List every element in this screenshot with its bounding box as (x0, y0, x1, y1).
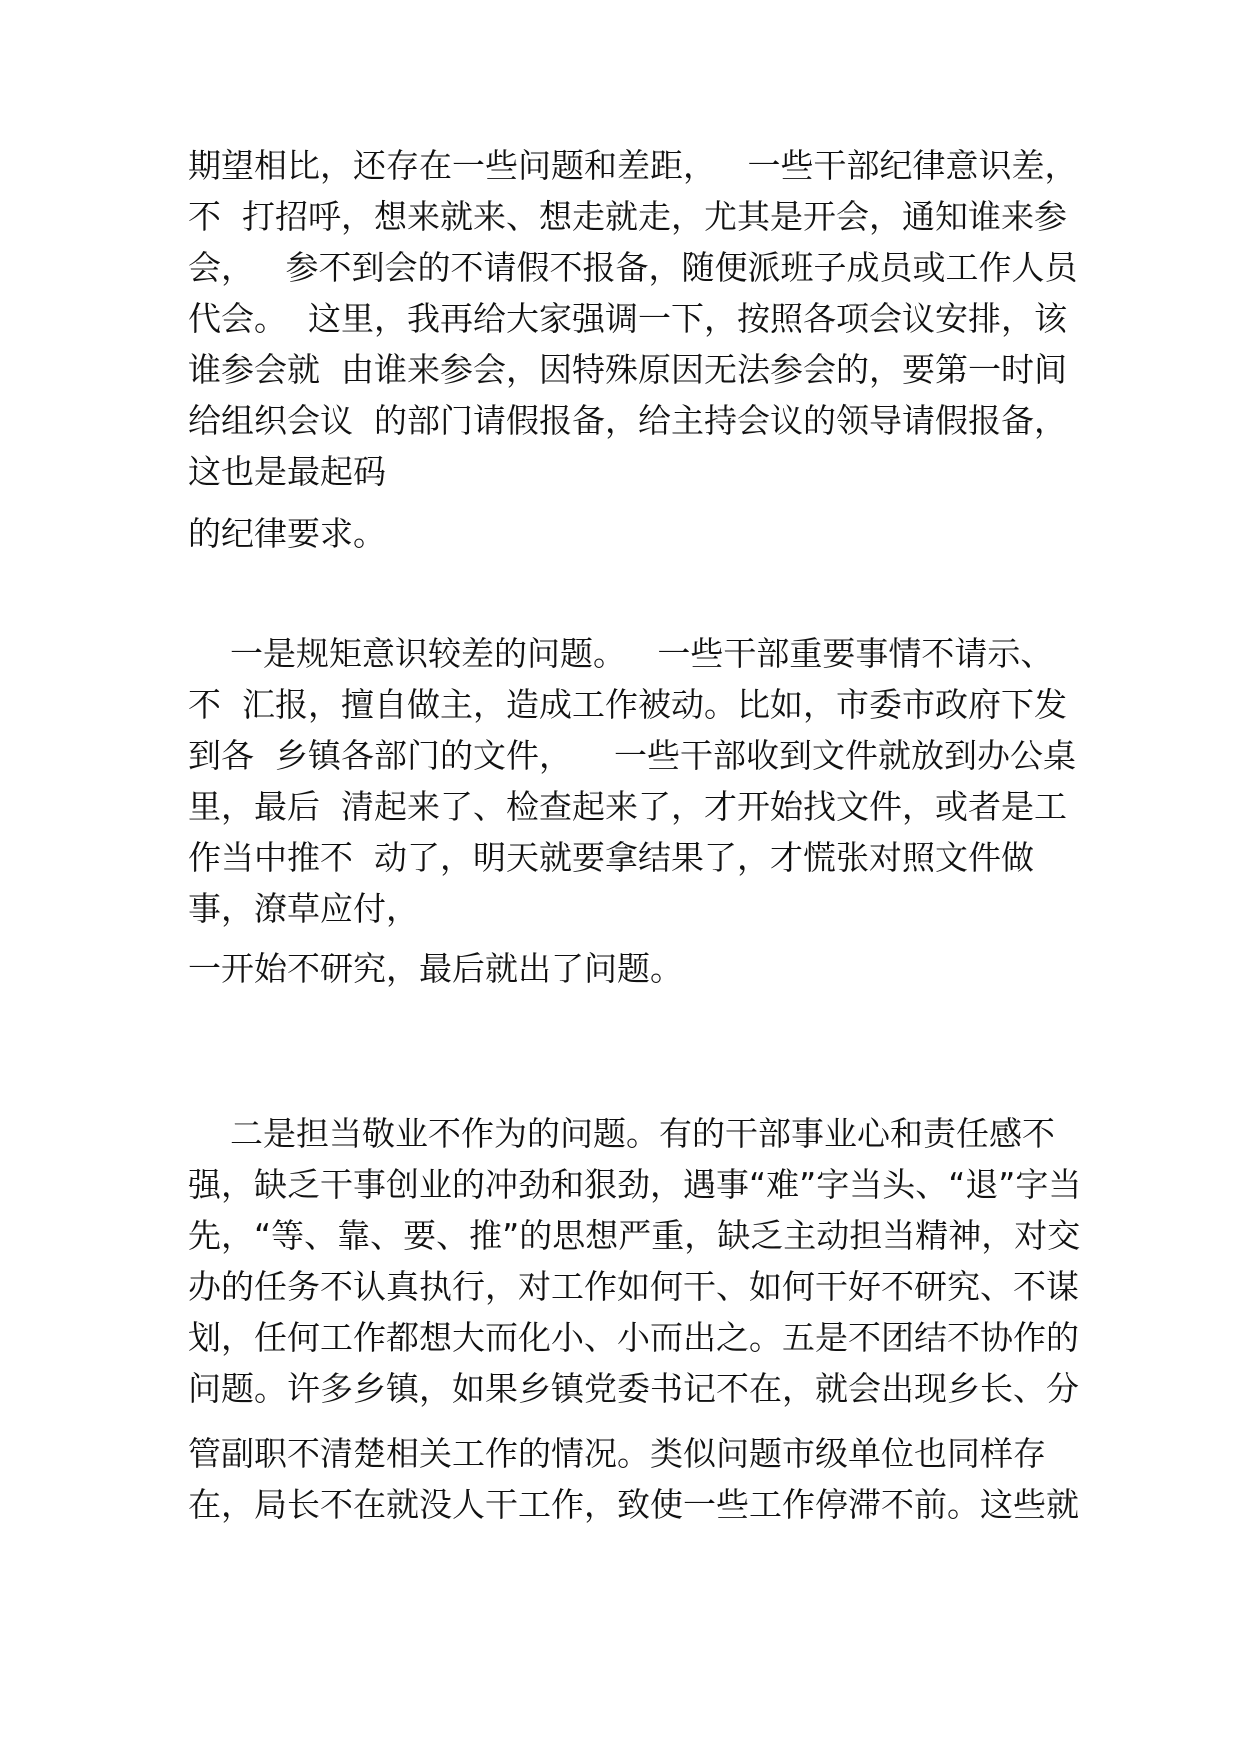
text-line: 划，任何工作都想大而化小、小而出之。五是不团结不协作的 (188, 1318, 1079, 1357)
text-line: 事，潦草应付， (188, 889, 419, 928)
text-line: 办的任务不认真执行，对工作如何干、如何干好不研究、不谋 (188, 1267, 1079, 1306)
text-line: 代会。 这里，我再给大家强调一下，按照各项会议安排，该 (188, 299, 1067, 338)
paragraph-start-line: 一是规矩意识较差的问题。 一些干部重要事情不请示、 (188, 634, 1054, 673)
text-line: 里，最后 清起来了、检查起来了，才开始找文件，或者是工 (188, 787, 1067, 826)
text-line: 强，缺乏干事创业的冲劲和狠劲，遇事“难”字当头、“退”字当 (188, 1165, 1082, 1204)
paragraph-start-line: 二是担当敬业不作为的问题。有的干部事业心和责任感不 (188, 1114, 1055, 1153)
text-line: 作当中推不 动了，明天就要拿结果了，才慌张对照文件做 (188, 838, 1034, 877)
text-line: 问题。许多乡镇，如果乡镇党委书记不在，就会出现乡长、分 (188, 1369, 1079, 1408)
text-line: 管副职不清楚相关工作的情况。类似问题市级单位也同样存 (188, 1434, 1046, 1473)
text-line: 不 打招呼，想来就来、想走就走，尤其是开会，通知谁来参 (188, 197, 1067, 236)
text-line: 会， 参不到会的不请假不报备，随便派班子成员或工作人员 (188, 248, 1078, 287)
text-line: 在，局长不在就没人干工作，致使一些工作停滞不前。这些就 (188, 1485, 1079, 1524)
text-line: 的纪律要求。 (188, 514, 386, 553)
text-line: 这也是最起码 (188, 452, 386, 491)
text-line: 期望相比，还存在一些问题和差距， 一些干部纪律意识差， (188, 146, 1078, 185)
text-line: 到各 乡镇各部门的文件， 一些干部收到文件就放到办公桌 (188, 736, 1076, 775)
text-line: 一开始不研究，最后就出了问题。 (188, 949, 683, 988)
text-line: 给组织会议 的部门请假报备，给主持会议的领导请假报备， (188, 401, 1067, 440)
text-line: 谁参会就 由谁来参会，因特殊原因无法参会的，要第一时间 (188, 350, 1067, 389)
text-line: 先，“等、靠、要、推”的思想严重，缺乏主动担当精神，对交 (188, 1216, 1081, 1255)
text-line: 不 汇报，擅自做主，造成工作被动。比如，市委市政府下发 (188, 685, 1067, 724)
